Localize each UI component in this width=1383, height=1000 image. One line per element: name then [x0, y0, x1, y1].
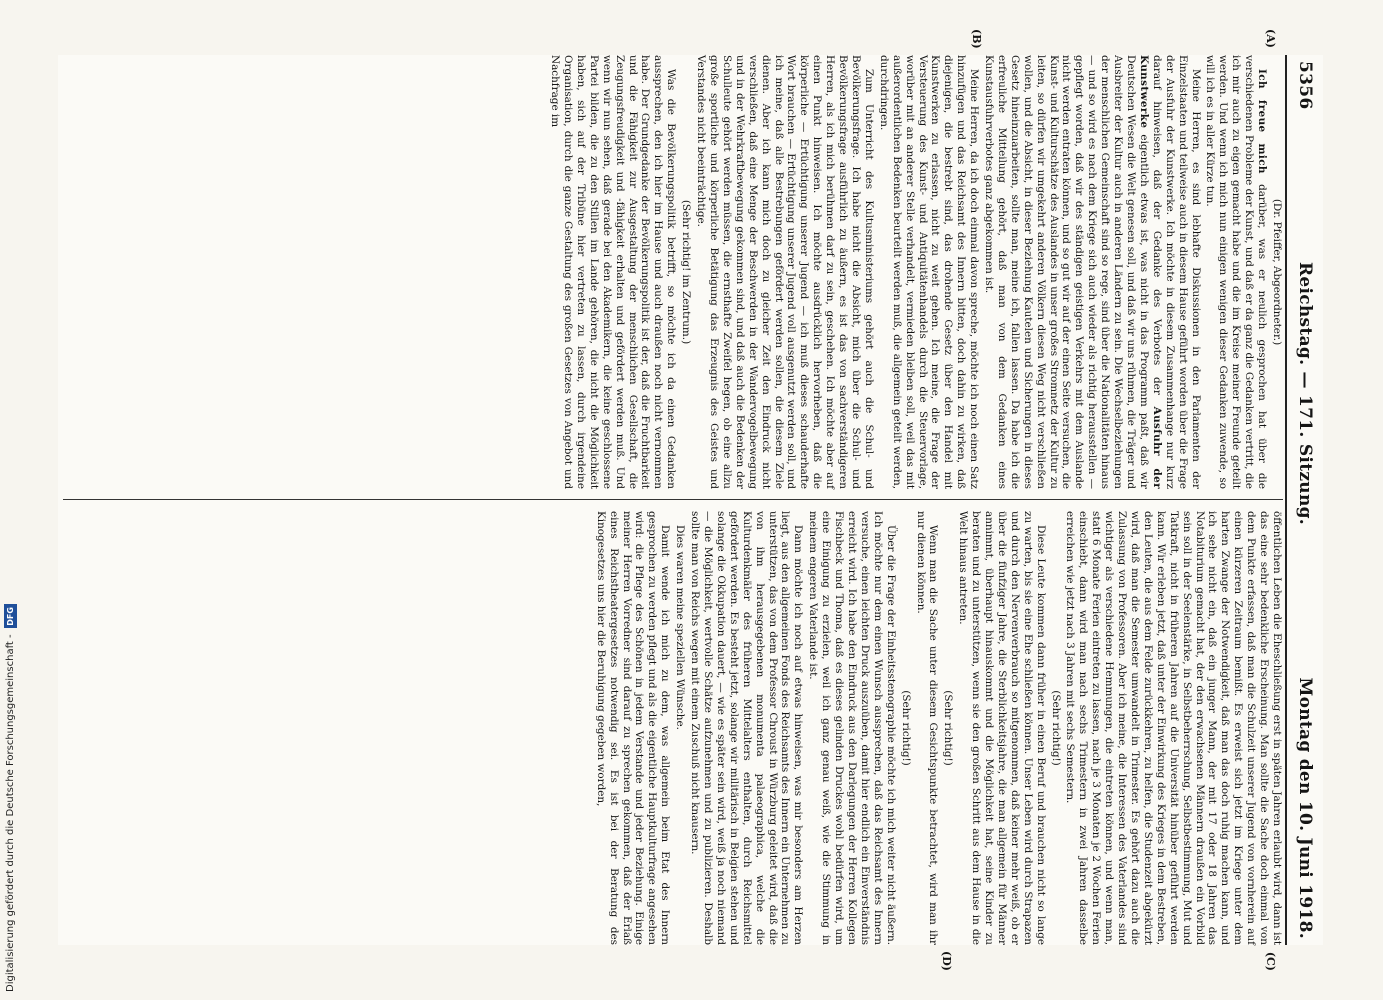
text-columns — [63, 29, 1283, 971]
margin-marker-c: (C) — [1264, 951, 1277, 971]
page-number: 5356 — [1295, 61, 1315, 110]
paragraph: öffentlichen Leben die Eheschließung erst in späten Jahren erlaubt wird, dann ist das eine sehr bedenkliche Erscheinung. Man sollte die Sache doch einmal von dem Punkte erfassen, daß man die Schulzeit unserer Jugend von vornherein auf einen kürzeren Zeitraum bemißt. Es erweist sich jetzt im Kriege unter dem harten Zwange der Notwendigkeit, daß man das doch ruhig machen kann, und ich sehe nicht ein, daß ein junger Mann, der mit 17 oder 18 Jahren das Notabiturium gemacht hat, der den erwachsenen Männern draußen ein Vorbild sein soll in der Seelenstärke, in Selbstbeherrschung, Selbstbestimmung, Mut und Tatkraft, nicht in früheren Jahren auf die Universität hinüber geführt werden kann. Wir erleben jetzt, daß unter der Einwirkung des Krieges in dem Bestreben, den Leuten, die aus dem Felde zurückkehren, zu helfen, die Studenzeit abgekürzt wird, daß man die Semester umwandelt in Trimester. Es gehört dazu auch die Zulassung von Professoren. Aber ich meine, die Interessen des Vaterlandes sind wichtiger als verschiedene Hemmungen, die eintreten können, und wenn man, statt 6 Monate Ferien eintreten zu lassen, nach je 3 Monaten je 2 Wochen Ferien einschiebt, dann wird man nach sechs Trimestern in zwei Jahren dasselbe erreichen wie jetzt nach 3 Jahren mit sechs Semestern. — [1064, 511, 1283, 945]
interjection: (Sehr richtig! im Zentrum.) — [680, 199, 693, 345]
paragraph — [1204, 55, 1269, 489]
interjection: (Sehr richtig!) — [942, 690, 955, 766]
paragraph-text: eigentlich etwas ist, was nicht in das Programm paßt, daß wir Deutschen Wesen die Welt genesen soll, und daß wir uns rühmen, die Träger und Ausbreiter der Kultur auch in anderen Ländern zu sein. Die Wechselbeziehungen der menschlichen Gemeinschaft sind so rege, sind über die Nationalitäten hinaus — und so wird es nach dem Kriege sich auch wieder als richtig herausstellen — gepflegt worden, daß wir des ständigen geistigen Verkehrs mit dem Auslande nicht werden entraten können, und so gut wir auf der einen Seite versuchen, die Kunst- und Kulturschätze des Auslandes in unser großes Stromnetz der Kultur zu leiten, so dürfen wir umgekehrt anderen Völkern diesen Weg nicht verschließen wollen, und die Absicht, in dieser Beziehung Kautelen und Sicherungen in dieses Gesetz hineinzuarbeiten, sollte man, meine ich, fallen lassen. Da habe ich die erfreuliche Mitteilung gehört, daß man von dem Gedanken eines Kunstausfuhrverbotes ganz abgekommen ist. — [983, 55, 1150, 489]
interjection: (Sehr richtig!) — [1049, 690, 1062, 766]
paragraph: Diese Leute kommen dann früher in einen Beruf und brauchen nicht so lange zu warten, bis sie eine Ehe schließen können. Unser Leben wird durch Strapazen und durch den Nervenverbrauch so mitgenommen, daß keiner mehr weiß, ob er über die fünfziger Jahre, die Sterblichkeitsjahre, die man allgemein für Männer annimmt, überhaupt hinauskommt und die Möglichkeit hat, seine Kinder zu beraten und zu unterstützen, wenn sie den großen Schritt aus dem Hause in die Welt hinaus antreten. — [957, 511, 1047, 945]
credit-text: Digitalisierung gefördert durch die Deutsche Forschungsgemeinschaft - — [5, 634, 16, 992]
paragraph: Über die Frage der Einheitsstenographie möchte ich mich weiter nicht äußern. Ich möchte nur dem einen Wunsch aussprechen, daß das Reichsamt des Innern versuche, einen leichten Druck auszuüben, damit hier endlich ein Einverständnis erreicht wird. Ich habe den Eindruck aus den Darlegungen der Herren Kollegen Fischbeck und Thoma, daß es dieses gelinden Druckes wohl bedürfen wird, um eine Einigung zu erzielen, weil ich ganz genau weiß, wie die Stimmung in meinem engeren Vaterlande ist. — [807, 511, 897, 945]
margin-marker-a: (A) — [1264, 29, 1277, 48]
paragraph — [982, 55, 1201, 489]
paragraph: Meine Herren, da ich doch einmal davon spreche, möchte ich noch einen Satz hinzufügen und das Reichsamt des Innern bitten, doch dahin zu wirken, daß diejenigen, die bestrebt sind, das drohende Gesetz über den Handel mit Kunstwerken zu erlassen, nicht zu weit gehen. Ich meine, die Frage der Versteuerung des Kunst- und Antiquitätenhandels durch die Steuervorlage, worüber mit an anderer Stelle verhandelt, vermieden bleiben soll, weil das mit außerordentlichen Bedenken beurteilt werden muß, die allgemein geteilt werden, durchdringen. — [877, 55, 981, 489]
session-title: Reichstag. — 171. Sitzung. — [1295, 261, 1315, 526]
dfg-credit — [4, 604, 17, 992]
paragraph: Dann möchte ich noch auf etwas hinweisen, was mir besonders am Herzen liegt, aus den allgemeinen Fonds des Reichsamts des Innern ein Unternehmen zu unterstützen, das von dem Professor Chroust in Würzburg geleitet wird, daß die von ihm herausgegebenen monumenta palaeographica, welche die Kulturdenkmäler des früheren Mittelalters enthalten, durch Reichsmittel gefördert werden. Es besteht jetzt, solange wir militärisch in Belgien stehen und solange die Okkupation dauert, — wie es später sein wird, weiß ja noch niemand — die Möglichkeit, wertvolle Schätze aufzunehmen und zu publizieren. Deshalb sollte man von Reichs wegen mit einem Zuschuß nicht knausern. — [689, 511, 805, 945]
rotated-page — [58, 29, 1323, 971]
paragraph: Wenn man die Sache unter diesem Gesichtspunkte betrachtet, wird man ihr nur dienen können. — [914, 511, 940, 945]
emphasis: Ich freue mich — [1256, 69, 1269, 174]
left-column — [63, 29, 1283, 489]
margin-marker-d: (D) — [940, 951, 953, 971]
paragraph: Damit wende ich mich zu dem, was allgemein beim Etat des Innern gesprochen zu werden pflegt und als die eigentliche Hauptkulturfrage angesehen wird: die Pflege des Schönen in jedem Verstande und jeder Beziehung. Einige meiner Herren Vorredner sind darauf zu sprechen gekommen, daß der Erlaß eines Reichstheatergesetzes notwendig sei. Es ist bei der Beratung des Kinogesetzes uns hier die Beruhigung gegeben worden, — [594, 511, 672, 945]
dfg-logo-icon: DFG — [4, 604, 17, 628]
paragraph: Was die Bevölkerungspolitik betrifft, so möchte ich da einen Gedanken aussprechen, den ich hier im Hause und auch draußen noch nicht vernommen habe. Der Grundgedanke der Bevölkerungspolitik ist der, daß die Fruchtbarkeit und die Fähigkeit zur Ausgestaltung der menschlichen Gesellschaft, die Zeugungsfreudigkeit und -fähigkeit erhalten und gefördert werden muß. Und wenn wir nun sehen, daß gerade bei den Akademikern, die keine geschlossene Partei bilden, die zu den Stillen im Lande gehören, die nicht die Möglichkeit haben, sich auf der Tribüne hier vertreten zu lassen, durch irgendeine Organisation, durch die ganze Gestaltung des großen Gesetzes von Angebot und Nachfrage im — [549, 55, 678, 489]
margin-marker-b: (B) — [970, 29, 983, 49]
page-header — [1285, 55, 1323, 945]
paragraph: Zum Unterricht des Kultusministeriums gehört auch die Schul- und Bevölkerungsfrage. Ich habe nicht die Absicht, mich über die Schul- und Bevölkerungsfrage ausführlich zu äußern, es ist das von sachverständigeren Herren, als ich mich berühmen darf zu sein, geschehen. Ich möchte aber auf einen Punkt hinweisen. Ich möchte ausdrücklich hervorheben, daß die körperliche — Ertüchtigung unserer Jugend — ich muß dieses schauderhafte Wort brauchen — Ertüchtigung unserer Jugend voll ausgenutzt werden soll, und ich meine, daß alle Bestrebungen gefördert werden sollen, die diesem Ziele dienen. Aber ich kann mich doch zu gleicher Zeit den Eindruck nicht verschließen, daß eine Menge der Beschwerden in der Wandervogelbewegung und in der Wehrkraftbewegung gekommen sind, und daß auch die Bedenken der Schulleute gehört werden müssen, die ernsthafte Zweifel hegen, ob eine allzu große sportliche und körperliche Betätigung das Erzeugnis des Geistes und Verstandes nicht beeinträchtige. — [695, 55, 875, 489]
session-date: Montag den 10. Juni 1918. — [1295, 677, 1315, 939]
paragraph-text: darüber, was er neulich gesprochen hat über die verschiedenen Probleme der Kunst, und daß er da ganz die Gedanken vertritt, die ich mir auch zu eigen gemacht habe und die im Kreise meiner Freunde geteilt werden. Und wenn ich mich nun einigen wenigen dieser Gedanken zuwende, so will ich es in aller Kürze tun. — [1204, 55, 1269, 489]
speaker-line: (Dr. Pfeiffer, Abgeordneter.) — [1271, 198, 1283, 346]
paragraph: Dies waren meine speziellen Wünsche. — [674, 525, 687, 730]
paragraph-text: Meine Herren, es sind lebhafte Diskussionen in den Parlamenten der Einzelstaaten und teilweise auch in diesem Hause geführt worden über die Frage der Ausfuhr der Kunstwerke. Ich möchte in diesem Zusammenhange nur kurz darauf hinweisen, daß der Gedanke des Verbotes der — [1150, 55, 1202, 489]
right-column — [63, 511, 1283, 971]
emphasis: Ausfuhr der Kunstwerke — [1137, 55, 1163, 489]
interjection: (Sehr richtig!) — [899, 690, 912, 766]
